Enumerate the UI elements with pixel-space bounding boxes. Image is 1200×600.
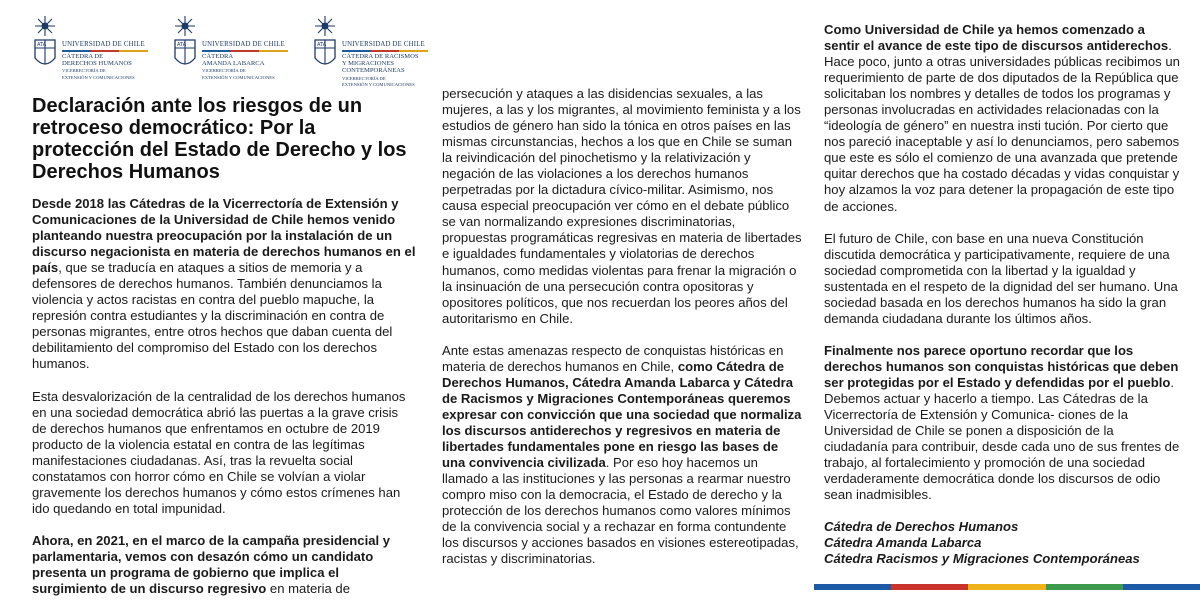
signature-line: Cátedra Racismos y Migraciones Contemporáneas <box>824 551 1140 567</box>
logo-catedra-line: DERECHOS HUMANOS <box>62 60 132 68</box>
body-text: , que se traducía en ataques a sitios de memoria y a defensores de derechos humanos. También denunciamos la violencia y actos racistas en contra del pueblo mapuche, la represión contra estudiantes y la discriminación en contra de personas migrantes, entre otros hechos que daban cuenta del debilitamiento del compromiso del Estado con los derechos humanos. <box>32 260 393 372</box>
logo-tricolor-rule <box>202 50 288 52</box>
logo-vicerrectoria-line: EXTENSIÓN Y COMUNICACIONES <box>342 82 415 88</box>
bold-text: como Cátedra de Derechos Humanos, Cátedra Amanda Labarca y Cátedra de Racismos y Migraciones Contemporáneas queremos expresar con convicción que una sociedad que normaliza los discursos antiderechos y regresivos en materia de libertades fundamentales pone en riesgo las bases de una convivencia civilizada <box>442 358 802 471</box>
paragraph <box>32 533 416 597</box>
column-3 <box>824 22 1180 567</box>
color-bar-segment <box>1046 584 1123 590</box>
paragraph <box>824 22 1180 215</box>
logo-vicerrectoria-line: VICERRECTORÍA DE <box>202 68 246 74</box>
bold-text: Finalmente nos parece oportuno recordar que los derechos humanos son conquistas históricas que deben ser protegidas por el Estado y defendidas por el pueblo <box>824 342 1179 390</box>
svg-text:ATA: ATA <box>177 42 187 48</box>
paragraph: persecución y ataques a las disidencias sexuales, a las mujeres, a las y los migrantes, al movimiento feminista y a los estudios de género han sido la tónica en otros países en las mismas circunstancias, hechos a los que en Chile se suman la reivindicación del pinochetismo y la relativización y negación de las violaciones a los derechos humanos perpetradas por la dictadura cívico-militar. Asimismo, nos causa especial preocupación ver cómo en el debate público se van normalizando expresiones discriminatorias, propuestas programáticas regresivas en materia de libertades e igualdades fundamentales y violatorias de derechos humanos, como medidas violentas para frenar la migración o la insinuación de una persecución contra opositoras y opositores políticos, que nos recuerdan los peores años del autoritarismo en Chile. <box>442 86 802 326</box>
paragraph: Esta desvalorización de la centralidad de los derechos humanos en una sociedad democrática abrió las puertas a la grave crisis de derechos humanos que enfrentamos en octubre de 2019 producto de la violencia estatal en contra de las legítimas manifestaciones ciudadanas. Así, tras la revuelta social constatamos con horror cómo en Chile se volvían a violar gravemente los derechos humanos y cómo estos crímenes han ido quedando en total impunidad. <box>32 388 406 516</box>
logo-catedra-line: AMANDA LABARCA <box>202 60 265 68</box>
logo-vicerrectoria-line: VICERRECTORÍA DE <box>62 68 106 74</box>
body-text: en materia de <box>266 581 350 597</box>
logos-header <box>30 14 430 88</box>
bold-text: Desde 2018 las Cátedras de la Vicerrectoría de Extensión y Comunicaciones de la Universidad de Chile hemos venido planteando nuestra preocupación por la instalación de un discurso negacionista en materia de derechos humanos en el país <box>32 196 416 276</box>
logo-catedra-line: Y MIGRACIONES <box>342 60 394 68</box>
paragraph <box>824 343 1180 503</box>
signature-line: Cátedra de Derechos Humanos <box>824 519 1019 535</box>
declaration-title: Declaración ante los riesgos de un retroceso democrático: Por la protección del Estado de Derecho y los Derechos Humanos <box>32 95 407 183</box>
svg-text:ATA: ATA <box>37 42 47 48</box>
logo-catedra-line: CÁTEDRA DE <box>62 53 104 60</box>
color-bar-segment <box>814 584 891 590</box>
signature-line: Cátedra Amanda Labarca <box>824 535 982 551</box>
flag-color-bar <box>814 584 1200 590</box>
logo-catedra-line: CONTEMPORÁNEAS <box>342 67 405 75</box>
university-seal-icon <box>30 14 60 80</box>
logo-catedra-line: CÁTEDRA DE RACISMOS <box>342 53 419 60</box>
logo-university-name: UNIVERSIDAD DE CHILE <box>202 41 285 48</box>
university-seal-icon <box>310 14 340 80</box>
body-text: Ante estas amenazas respecto de conquistas históricas en materia de derechos humanos en Chile, <box>442 342 784 374</box>
logo-tricolor-rule <box>62 50 148 52</box>
logo-university-name: UNIVERSIDAD DE CHILE <box>342 41 425 48</box>
body-text: . Hace poco, junto a otras universidades públicas recibimos un requerimiento de parte de dos diputados de la República que solicitaban los nombres y detalles de todos los programas y personas involucradas en actividades relacionadas con la “ideología de género” en nuestra insti tución. Por cierto que nos pareció inaceptable y así lo denunciamos, pero sabemos que este es sólo el comienzo de una avanzada que pretende quitar derechos que ha costado décadas y vidas conquistar y hoy alzamos la voz para detener la propagación de este tipo de acciones. <box>824 38 1180 214</box>
paragraph <box>442 343 802 568</box>
color-bar-segment <box>1123 584 1200 590</box>
svg-text:ATA: ATA <box>317 42 327 48</box>
body-text: . Por eso hoy hacemos un llamado a las instituciones y las personas a rearmar nuestro compro miso con la democracia, el Estado de derecho y la protección de los derechos humanos como valores mínimos de la convivencia social y a rechazar en forma contundente los discursos y acciones basados en visiones estereotipadas, racistas y discriminatorias. <box>442 455 799 567</box>
paragraph: El futuro de Chile, con base en una nueva Constitución discutida democrática y participativamente, requiere de una sociedad comprometida con la libertad y la igualdad y sustentada en el respeto de la dignidad del ser humano. Una sociedad basada en los derechos humanos ha sido la gran demanda ciudadana durante los últimos años. <box>824 230 1178 326</box>
color-bar-segment <box>968 584 1045 590</box>
color-bar-segment <box>891 584 968 590</box>
logo-vicerrectoria-line: EXTENSIÓN Y COMUNICACIONES <box>62 74 135 80</box>
logo-university-name: UNIVERSIDAD DE CHILE <box>62 41 145 48</box>
body-text: . Debemos actuar y hacerlo a tiempo. Las Cátedras de la Vicerrectoría de Extensión y Comunica- ciones de la Universidad de Chile se ponen a disposición de la ciudadanía para contribuir, desde cada uno de sus frentes de trabajo, al fortalecimiento y promoción de una sociedad verdaderamente democrática donde los discursos de odio sean inadmisibles. <box>824 374 1180 503</box>
bold-text: Ahora, en 2021, en el marco de la campaña presidencial y parlamentaria, vemos con desazón cómo un candidato presenta un programa de gobierno que implica el surgimiento de un discurso regresivo <box>32 532 391 597</box>
column-1 <box>32 196 416 597</box>
logo-vicerrectoria-line: VICERRECTORÍA DE <box>342 75 386 81</box>
logo-catedra-line: CÁTEDRA <box>202 53 234 60</box>
paragraph <box>32 196 416 373</box>
signature-block <box>824 519 1180 567</box>
column-2 <box>442 86 802 567</box>
logo-tricolor-rule <box>342 50 428 52</box>
bold-text: Como Universidad de Chile ya hemos comenzado a sentir el avance de este tipo de discursos antiderechos <box>824 22 1169 54</box>
logo-vicerrectoria-line: EXTENSIÓN Y COMUNICACIONES <box>202 74 275 80</box>
university-seal-icon <box>170 14 200 80</box>
